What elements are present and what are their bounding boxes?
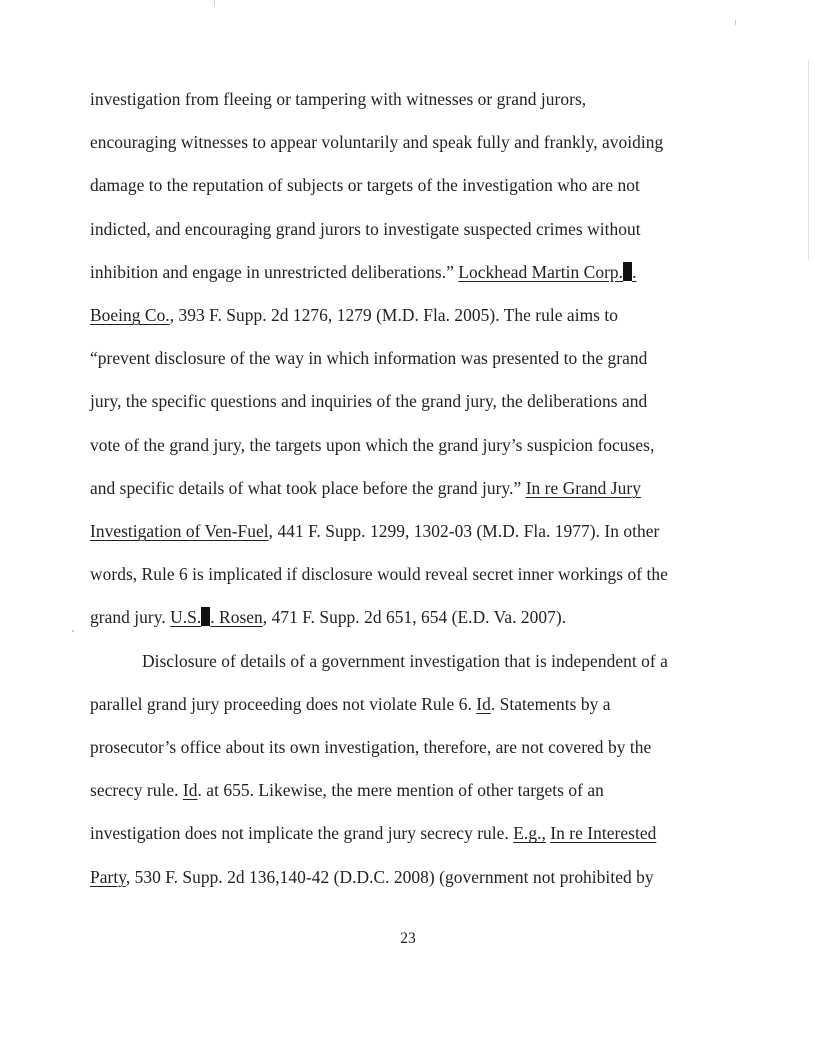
text-segment: . Statements by a (490, 693, 611, 714)
text-line (142, 651, 668, 671)
text-line (90, 780, 604, 800)
text-segment: words, Rule 6 is implicated if disclosure would reveal secret inner workings of the (90, 564, 668, 585)
text-segment: , 393 F. Supp. 2d 1276, 1279 (M.D. Fla. 2005). The rule aims to (169, 305, 618, 325)
text-line (90, 348, 647, 368)
text-line (90, 564, 668, 584)
case-citation: E.g., (513, 823, 546, 844)
text-segment: investigation does not implicate the grand jury secrecy rule. (90, 823, 514, 844)
text-line (90, 521, 659, 541)
case-citation: . (632, 261, 637, 282)
case-citation: Lockhead Martin Corp. (458, 261, 624, 282)
text-segment: , 530 F. Supp. 2d 136,140-42 (D.D.C. 2008) (government not prohibited by (125, 866, 654, 887)
case-citation: Party (90, 866, 126, 887)
scan-artifact (72, 630, 74, 632)
case-citation: . Rosen (210, 607, 263, 628)
text-line (90, 89, 586, 109)
text-line (90, 867, 654, 887)
text-segment: parallel grand jury proceeding does not violate Rule 6. (90, 693, 477, 714)
text-line (90, 132, 663, 152)
text-segment: investigation from fleeing or tampering with witnesses or grand jurors, (90, 89, 587, 109)
text-segment: , 471 F. Supp. 2d 651, 654 (E.D. Va. 2007). (262, 607, 567, 628)
text-segment: indicted, and encouraging grand jurors to investigate suspected crimes without (90, 218, 641, 239)
page-number: 23 (400, 930, 416, 947)
text-line (90, 175, 640, 195)
text-line (90, 435, 654, 455)
scan-artifact (808, 60, 809, 260)
text-segment: grand jury. (90, 607, 171, 628)
text-line (90, 262, 636, 282)
case-citation: Id (476, 693, 491, 714)
case-citation: Investigation of Ven-Fuel (90, 521, 269, 541)
text-segment: prosecutor’s office about its own investigation, therefore, are not covered by the (90, 737, 652, 757)
redaction-mark (201, 607, 210, 626)
case-citation: Id (182, 780, 198, 801)
text-segment: secrecy rule. (90, 780, 183, 801)
text-segment: inhibition and engage in unrestricted deliberations.” (90, 261, 459, 282)
text-segment: encouraging witnesses to appear voluntarily and speak fully and frankly, avoiding (90, 132, 664, 153)
scan-artifact (735, 20, 736, 25)
case-citation: In re Grand Jury (525, 477, 641, 498)
text-segment: and specific details of what took place before the grand jury.” (90, 477, 526, 498)
case-citation: Boeing Co. (90, 305, 170, 325)
text-segment: jury, the specific questions and inquiries of the grand jury, the deliberations and (90, 391, 648, 412)
case-citation: In re Interested (550, 823, 657, 844)
text-line (90, 391, 647, 411)
text-line (90, 737, 651, 757)
text-line (90, 823, 656, 843)
text-line (90, 694, 611, 714)
text-segment: , 441 F. Supp. 1299, 1302-03 (M.D. Fla. 1977). In other (268, 521, 660, 541)
text-line (90, 478, 641, 498)
text-segment: damage to the reputation of subjects or targets of the investigation who are not (90, 175, 640, 196)
text-line (90, 607, 566, 627)
text-segment: “prevent disclosure of the way in which information was presented to the grand (90, 348, 648, 369)
case-citation: U.S. (170, 607, 202, 628)
text-segment: vote of the grand jury, the targets upon which the grand jury’s suspicion focuses, (90, 434, 655, 455)
redaction-mark (623, 262, 632, 281)
text-segment: Disclosure of details of a government investigation that is independent of a (142, 650, 668, 671)
text-segment: . at 655. Likewise, the mere mention of other targets of an (197, 780, 604, 801)
text-line (90, 219, 641, 239)
scan-artifact (214, 0, 215, 6)
text-line (90, 305, 618, 325)
